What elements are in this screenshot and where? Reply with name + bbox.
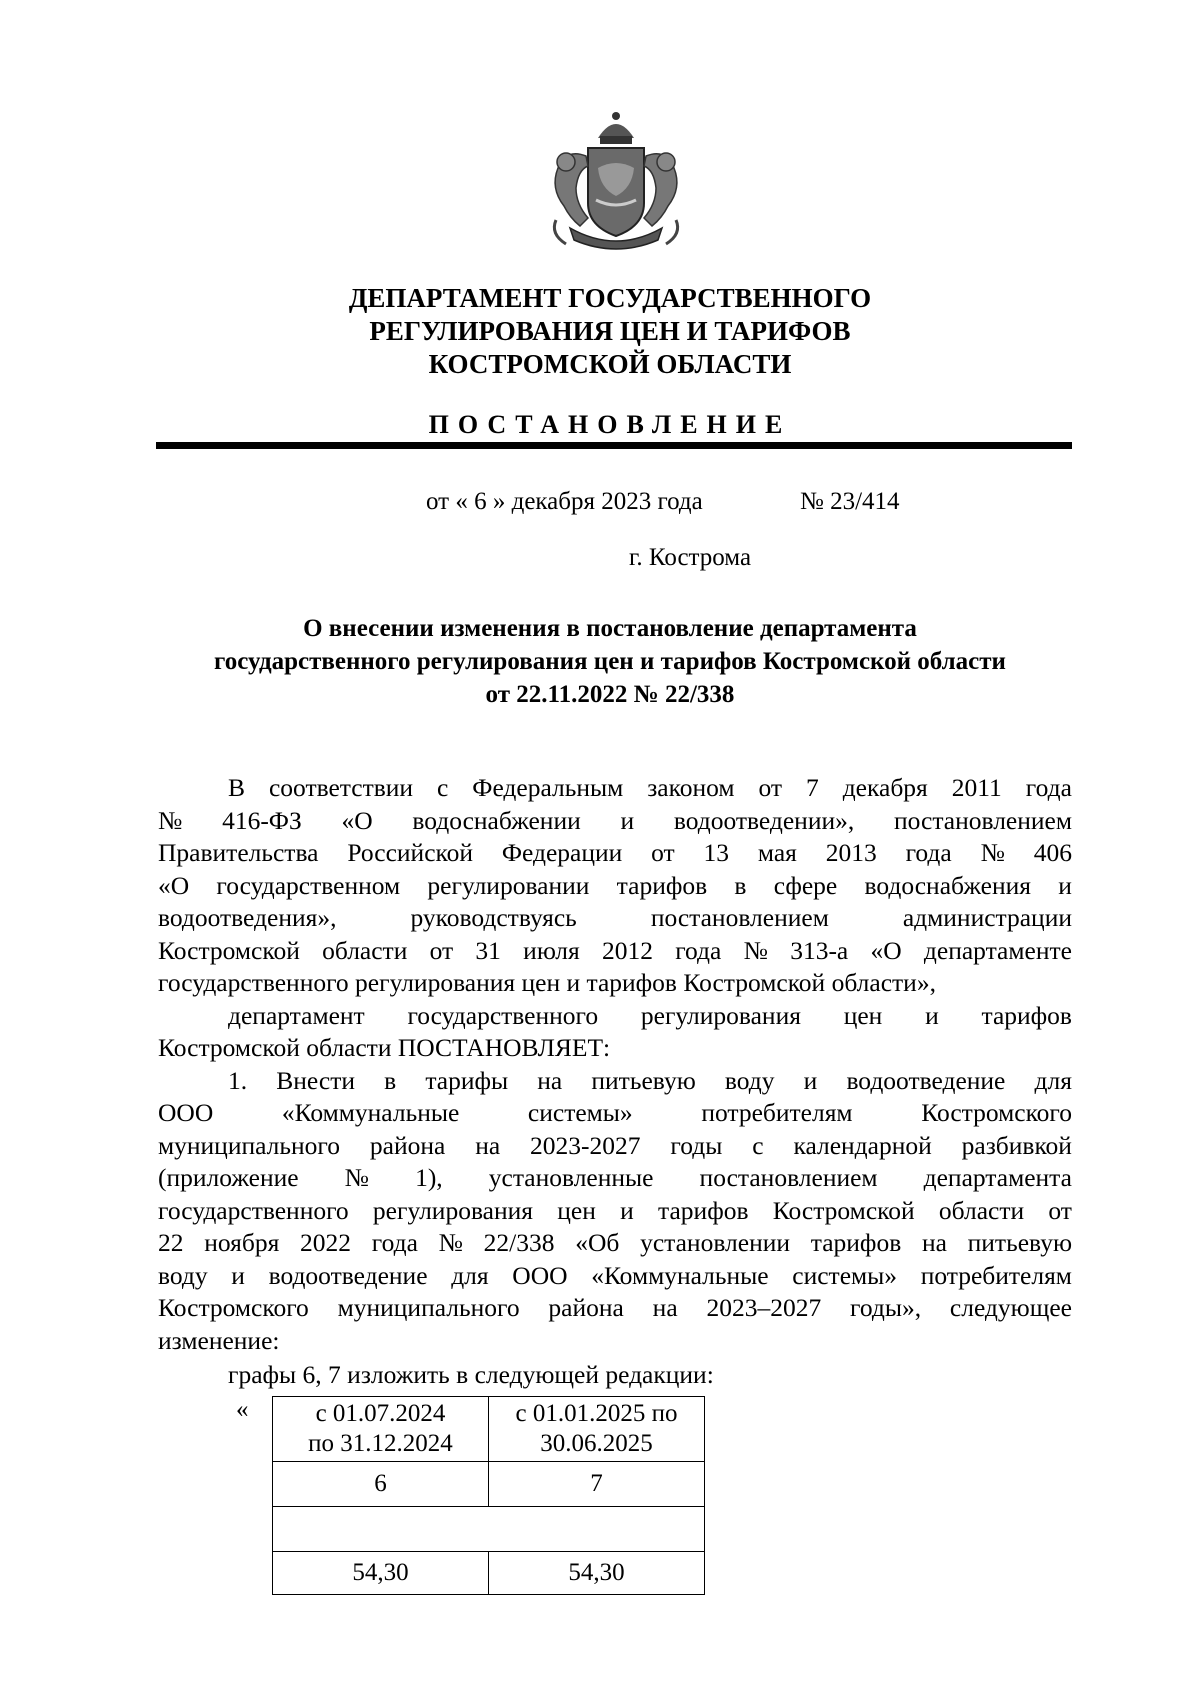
table-cell-col6-value: 54,30 <box>273 1552 489 1595</box>
col6-header-line1: с 01.07.2024 <box>315 1400 446 1427</box>
department-line-2: РЕГУЛИРОВАНИЯ ЦЕН И ТАРИФОВ <box>369 316 851 346</box>
body-line: ООО «Коммунальные системы» потребителям Костромского <box>158 1098 1072 1127</box>
body-line: Костромской области от 31 июля 2012 года № 313-а «О департаменте <box>158 935 1072 965</box>
table-open-quote: « <box>236 1396 249 1423</box>
subject-line-1: О внесении изменения в постановление департамента <box>303 615 917 642</box>
body-line: департамент государственного регулирования цен и тарифов <box>228 1000 1072 1030</box>
department-line-1: ДЕПАРТАМЕНТ ГОСУДАРСТВЕННОГО <box>348 283 872 313</box>
document-type-title: ПОСТАНОВЛЕНИЕ <box>428 410 792 439</box>
table-header-row <box>273 1397 705 1462</box>
document-city: г. Кострома <box>628 544 752 571</box>
body-line: Правительства Российской Федерации от 13 мая 2013 года № 406 <box>158 838 1072 867</box>
body-line: «О государственном регулировании тарифов в сфере водоснабжения и <box>158 870 1072 900</box>
body-line: № 416-ФЗ «О водоснабжении и водоотведении», постановлением <box>158 805 1072 835</box>
tariff-table <box>272 1396 705 1595</box>
body-line: государственного регулирования цен и тарифов Костромской области от <box>158 1195 1072 1225</box>
body-line: (приложение № 1), установленные постановлением департамента <box>158 1163 1072 1192</box>
subject-line-2: государственного регулирования цен и тарифов Костромской области <box>214 648 1006 675</box>
table-empty-row <box>273 1507 705 1552</box>
table-cell-col6-number: 6 <box>273 1462 489 1507</box>
body-line: муниципального района на 2023-2027 годы с календарной разбивкой <box>158 1130 1072 1160</box>
body-line: воду и водоотведение для ООО «Коммунальные системы» потребителям <box>158 1260 1072 1290</box>
body-line: 22 ноября 2022 года № 22/338 «Об установлении тарифов на питьевую <box>158 1228 1072 1257</box>
body-line: водоотведения», руководствуясь постановлением администрации <box>158 903 1072 932</box>
document-date: от « 6 » декабря 2023 года <box>426 488 703 515</box>
table-intro-text: графы 6, 7 изложить в следующей редакции: <box>228 1360 714 1389</box>
col6-header-line2: по 31.12.2024 <box>308 1430 453 1457</box>
table-cell-col7-value: 54,30 <box>489 1552 705 1595</box>
table-cell-col7-number: 7 <box>489 1462 705 1507</box>
table-cell-col7-header <box>489 1397 705 1462</box>
body-line: В соответствии с Федеральным законом от 7 декабря 2011 года <box>228 773 1072 802</box>
table-cell-empty <box>273 1507 705 1552</box>
table-cell-col6-header <box>273 1397 489 1462</box>
body-line: Костромского муниципального района на 2023–2027 годы», следующее <box>158 1293 1072 1322</box>
header-rule <box>156 442 1072 449</box>
body-line: 1. Внести в тарифы на питьевую воду и водоотведение для <box>228 1065 1072 1095</box>
col7-header-line2: 30.06.2025 <box>540 1430 653 1457</box>
coat-of-arms-icon <box>536 108 696 258</box>
department-name <box>150 282 1070 381</box>
body-line: государственного регулирования цен и тарифов Костромской области», <box>158 968 936 997</box>
table-value-row <box>273 1552 705 1595</box>
table-number-row <box>273 1462 705 1507</box>
department-line-3: КОСТРОМСКОЙ ОБЛАСТИ <box>428 349 792 379</box>
document-number: № 23/414 <box>800 488 900 515</box>
document-subject <box>150 612 1070 711</box>
document-body <box>158 772 1072 1357</box>
body-line: изменение: <box>158 1325 280 1355</box>
body-line: Костромской области ПОСТАНОВЛЯЕТ: <box>158 1033 611 1062</box>
subject-line-3: от 22.11.2022 № 22/338 <box>485 681 735 708</box>
col7-header-line1: с 01.01.2025 по <box>515 1400 678 1427</box>
